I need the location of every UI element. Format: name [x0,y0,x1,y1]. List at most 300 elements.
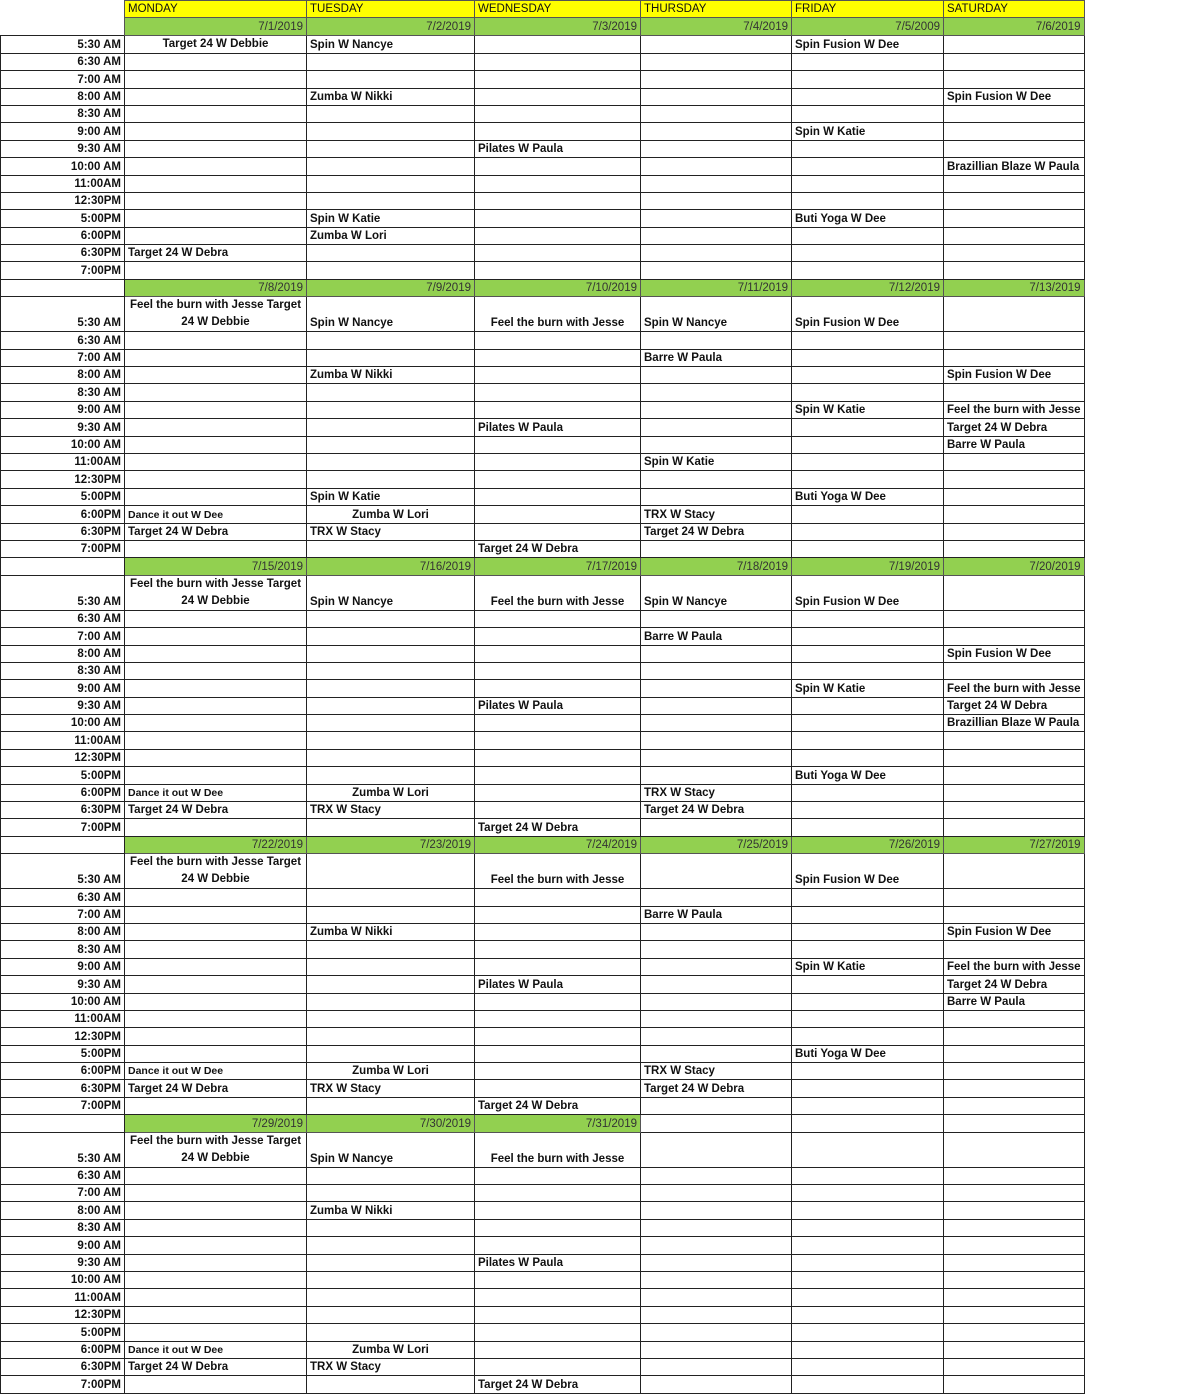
time-label-cell[interactable]: 5:30 AM [1,1132,125,1167]
class-cell[interactable] [475,993,641,1010]
class-cell[interactable]: Spin Fusion W Dee [792,35,944,53]
class-cell[interactable] [125,628,307,645]
time-label-cell[interactable]: 5:00PM [1,1324,125,1341]
class-cell[interactable] [641,1202,792,1219]
class-cell[interactable] [944,175,1085,192]
class-cell[interactable] [307,976,475,993]
day-header-monday[interactable]: MONDAY [125,1,307,18]
class-cell[interactable] [475,1080,641,1097]
class-cell[interactable]: Feel the burn with Jesse [944,401,1085,418]
class-cell[interactable]: Pilates W Paula [475,140,641,157]
class-cell[interactable] [792,175,944,192]
class-cell[interactable] [475,889,641,906]
class-cell[interactable] [125,645,307,662]
class-cell[interactable] [125,123,307,140]
class-cell[interactable]: Feel the burn with Jesse Target 24 W Debbie [125,297,307,332]
class-cell[interactable] [944,123,1085,140]
date-cell[interactable]: 7/16/2019 [307,558,475,575]
time-label-cell[interactable]: 7:00 AM [1,628,125,645]
class-cell[interactable] [125,210,307,227]
class-cell[interactable]: TRX W Stacy [307,1080,475,1097]
class-cell[interactable]: Barre W Paula [641,628,792,645]
class-cell[interactable] [307,1167,475,1184]
class-cell[interactable]: Spin W Nancye [307,297,475,332]
class-cell[interactable]: Spin W Nancye [307,575,475,610]
date-cell[interactable]: 7/12/2019 [792,279,944,296]
class-cell[interactable] [792,1254,944,1271]
class-cell[interactable] [475,227,641,244]
class-cell[interactable]: Spin W Katie [792,123,944,140]
class-cell[interactable] [792,889,944,906]
class-cell[interactable] [944,1341,1085,1358]
class-cell[interactable] [475,332,641,349]
class-cell[interactable] [125,610,307,627]
class-cell[interactable] [125,488,307,505]
class-cell[interactable] [641,35,792,53]
class-cell[interactable] [792,732,944,749]
class-cell[interactable] [944,767,1085,784]
class-cell[interactable] [641,436,792,453]
class-cell[interactable] [307,610,475,627]
class-cell[interactable] [944,384,1085,401]
class-cell[interactable]: Target 24 W Debra [125,1080,307,1097]
time-label-cell[interactable]: 6:30PM [1,245,125,262]
class-cell[interactable] [125,1010,307,1027]
class-cell[interactable] [307,540,475,557]
class-cell[interactable] [125,419,307,436]
class-cell[interactable] [307,854,475,889]
class-cell[interactable]: Spin W Katie [641,453,792,470]
class-cell[interactable]: Target 24 W Debra [125,1358,307,1375]
date-cell[interactable]: 7/30/2019 [307,1115,475,1132]
class-cell[interactable] [475,367,641,384]
class-cell[interactable] [125,71,307,88]
class-cell[interactable] [475,628,641,645]
class-cell[interactable]: Buti Yoga W Dee [792,1045,944,1062]
time-label-cell[interactable]: 6:00PM [1,1341,125,1358]
time-label-cell[interactable]: 9:00 AM [1,401,125,418]
class-cell[interactable] [792,1324,944,1341]
time-label-cell[interactable]: 12:30PM [1,749,125,766]
class-cell[interactable] [944,105,1085,122]
class-cell[interactable] [792,697,944,714]
time-label-cell[interactable]: 8:30 AM [1,941,125,958]
class-cell[interactable] [125,1289,307,1306]
class-cell[interactable]: Spin W Katie [792,958,944,975]
time-label-cell[interactable]: 7:00PM [1,540,125,557]
class-cell[interactable] [307,419,475,436]
class-cell[interactable] [944,906,1085,923]
class-cell[interactable] [475,1028,641,1045]
class-cell[interactable] [307,158,475,175]
class-cell[interactable] [475,1167,641,1184]
class-cell[interactable] [792,628,944,645]
date-row-time-cell[interactable] [1,836,125,853]
class-cell[interactable] [792,349,944,366]
class-cell[interactable] [307,645,475,662]
class-cell[interactable] [307,941,475,958]
class-cell[interactable] [792,332,944,349]
time-label-cell[interactable]: 7:00 AM [1,71,125,88]
class-cell[interactable] [125,697,307,714]
class-cell[interactable] [125,976,307,993]
class-cell[interactable] [475,923,641,940]
class-cell[interactable]: Target 24 W Debra [125,245,307,262]
class-cell[interactable] [641,1358,792,1375]
class-cell[interactable] [944,140,1085,157]
class-cell[interactable]: Zumba W Lori [307,227,475,244]
time-label-cell[interactable]: 10:00 AM [1,993,125,1010]
class-cell[interactable] [792,1306,944,1323]
class-cell[interactable] [792,1010,944,1027]
date-cell[interactable]: 7/19/2019 [792,558,944,575]
class-cell[interactable] [307,245,475,262]
class-cell[interactable]: Zumba W Nikki [307,923,475,940]
class-cell[interactable] [641,419,792,436]
class-cell[interactable] [641,140,792,157]
class-cell[interactable] [944,1272,1085,1289]
class-cell[interactable] [307,332,475,349]
time-label-cell[interactable]: 11:00AM [1,453,125,470]
class-cell[interactable] [475,1358,641,1375]
class-cell[interactable] [475,1272,641,1289]
class-cell[interactable] [475,715,641,732]
class-cell[interactable] [125,1324,307,1341]
class-cell[interactable]: Pilates W Paula [475,976,641,993]
class-cell[interactable] [475,105,641,122]
class-cell[interactable] [792,1167,944,1184]
class-cell[interactable] [475,245,641,262]
class-cell[interactable] [307,123,475,140]
class-cell[interactable] [307,1219,475,1236]
class-cell[interactable]: Spin Fusion W Dee [792,297,944,332]
class-cell[interactable] [641,1167,792,1184]
class-cell[interactable] [944,1167,1085,1184]
date-cell[interactable]: 7/25/2019 [641,836,792,853]
date-cell[interactable]: 7/4/2019 [641,18,792,35]
class-cell[interactable] [641,367,792,384]
class-cell[interactable] [307,819,475,836]
class-cell[interactable] [792,53,944,70]
class-cell[interactable] [475,88,641,105]
class-cell[interactable] [125,1202,307,1219]
class-cell[interactable] [792,227,944,244]
class-cell[interactable] [475,71,641,88]
class-cell[interactable] [641,958,792,975]
class-cell[interactable]: Pilates W Paula [475,697,641,714]
time-label-cell[interactable]: 6:00PM [1,1063,125,1080]
class-cell[interactable]: Feel the burn with Jesse [475,1132,641,1167]
class-cell[interactable]: Dance it out W Dee [125,784,307,801]
class-cell[interactable]: Spin W Nancye [641,297,792,332]
class-cell[interactable] [944,488,1085,505]
class-cell[interactable] [475,158,641,175]
class-cell[interactable] [944,506,1085,523]
class-cell[interactable]: Dance it out W Dee [125,506,307,523]
class-cell[interactable] [944,610,1085,627]
class-cell[interactable] [125,749,307,766]
class-cell[interactable]: TRX W Stacy [641,784,792,801]
class-cell[interactable] [641,819,792,836]
date-cell[interactable]: 7/24/2019 [475,836,641,853]
class-cell[interactable] [307,958,475,975]
class-cell[interactable] [944,35,1085,53]
class-cell[interactable]: Spin W Katie [792,401,944,418]
time-label-cell[interactable]: 6:30 AM [1,610,125,627]
class-cell[interactable]: Target 24 W Debra [125,802,307,819]
date-cell[interactable]: 7/20/2019 [944,558,1085,575]
time-label-cell[interactable]: 5:30 AM [1,297,125,332]
class-cell[interactable] [641,767,792,784]
class-cell[interactable] [792,471,944,488]
class-cell[interactable] [475,436,641,453]
class-cell[interactable] [307,889,475,906]
class-cell[interactable] [475,1045,641,1062]
date-cell[interactable]: 7/22/2019 [125,836,307,853]
class-cell[interactable] [307,767,475,784]
class-cell[interactable] [641,1010,792,1027]
class-cell[interactable] [641,1306,792,1323]
class-cell[interactable] [475,1289,641,1306]
class-cell[interactable]: Target 24 W Debra [944,976,1085,993]
class-cell[interactable] [944,1376,1085,1393]
class-cell[interactable] [641,1254,792,1271]
time-label-cell[interactable]: 10:00 AM [1,1272,125,1289]
time-label-cell[interactable]: 11:00AM [1,1289,125,1306]
class-cell[interactable] [792,436,944,453]
class-cell[interactable] [792,1028,944,1045]
class-cell[interactable]: Spin W Katie [792,680,944,697]
time-label-cell[interactable]: 9:00 AM [1,1237,125,1254]
class-cell[interactable]: Spin Fusion W Dee [792,854,944,889]
time-label-cell[interactable]: 9:00 AM [1,123,125,140]
class-cell[interactable] [792,1080,944,1097]
time-label-cell[interactable]: 9:30 AM [1,976,125,993]
class-cell[interactable] [125,227,307,244]
class-cell[interactable] [944,262,1085,279]
class-cell[interactable] [944,1097,1085,1114]
class-cell[interactable] [307,628,475,645]
class-cell[interactable] [475,680,641,697]
class-cell[interactable]: Barre W Paula [641,906,792,923]
class-cell[interactable] [792,88,944,105]
time-label-cell[interactable]: 8:00 AM [1,88,125,105]
class-cell[interactable]: Target 24 W Debra [475,1376,641,1393]
class-cell[interactable] [792,1289,944,1306]
class-cell[interactable] [792,384,944,401]
time-label-cell[interactable]: 10:00 AM [1,715,125,732]
time-label-cell[interactable]: 8:30 AM [1,384,125,401]
class-cell[interactable] [641,976,792,993]
class-cell[interactable] [944,349,1085,366]
class-cell[interactable] [125,332,307,349]
class-cell[interactable] [944,575,1085,610]
class-cell[interactable] [307,1010,475,1027]
class-cell[interactable] [792,105,944,122]
class-cell[interactable]: Zumba W Lori [307,784,475,801]
class-cell[interactable]: Zumba W Nikki [307,88,475,105]
class-cell[interactable] [475,1306,641,1323]
time-label-cell[interactable]: 8:00 AM [1,923,125,940]
class-cell[interactable] [792,140,944,157]
class-cell[interactable] [307,715,475,732]
class-cell[interactable] [641,1289,792,1306]
time-label-cell[interactable]: 12:30PM [1,471,125,488]
time-label-cell[interactable]: 9:00 AM [1,958,125,975]
class-cell[interactable] [125,1167,307,1184]
class-cell[interactable] [125,453,307,470]
class-cell[interactable] [792,1358,944,1375]
class-cell[interactable] [307,662,475,679]
time-label-cell[interactable]: 7:00PM [1,1097,125,1114]
time-label-cell[interactable]: 8:30 AM [1,662,125,679]
class-cell[interactable] [641,645,792,662]
class-cell[interactable] [307,680,475,697]
class-cell[interactable]: Target 24 W Debbie [125,35,307,53]
class-cell[interactable]: Spin W Nancye [641,575,792,610]
class-cell[interactable] [125,732,307,749]
class-cell[interactable] [125,401,307,418]
class-cell[interactable] [125,1254,307,1271]
time-label-cell[interactable]: 10:00 AM [1,436,125,453]
class-cell[interactable]: TRX W Stacy [307,1358,475,1375]
class-cell[interactable]: Dance it out W Dee [125,1063,307,1080]
class-cell[interactable] [307,175,475,192]
class-cell[interactable] [307,192,475,209]
time-label-cell[interactable]: 11:00AM [1,732,125,749]
class-cell[interactable] [641,1028,792,1045]
class-cell[interactable]: TRX W Stacy [641,1063,792,1080]
date-cell[interactable] [792,1115,944,1132]
class-cell[interactable] [641,889,792,906]
time-label-cell[interactable]: 6:00PM [1,227,125,244]
class-cell[interactable] [307,1045,475,1062]
class-cell[interactable] [475,645,641,662]
class-cell[interactable]: Pilates W Paula [475,419,641,436]
class-cell[interactable] [792,941,944,958]
date-cell[interactable]: 7/15/2019 [125,558,307,575]
class-cell[interactable] [944,941,1085,958]
class-cell[interactable]: Feel the burn with Jesse [475,854,641,889]
class-cell[interactable] [641,210,792,227]
class-cell[interactable] [475,1219,641,1236]
class-cell[interactable]: Dance it out W Dee [125,1341,307,1358]
class-cell[interactable] [792,540,944,557]
class-cell[interactable] [125,662,307,679]
time-label-cell[interactable]: 7:00 AM [1,1185,125,1202]
date-row-time-cell[interactable] [1,279,125,296]
time-label-cell[interactable]: 5:00PM [1,767,125,784]
class-cell[interactable] [944,1080,1085,1097]
class-cell[interactable] [641,227,792,244]
class-cell[interactable] [792,1202,944,1219]
class-cell[interactable] [125,715,307,732]
date-cell[interactable]: 7/29/2019 [125,1115,307,1132]
class-cell[interactable] [944,453,1085,470]
class-cell[interactable] [792,923,944,940]
class-cell[interactable]: Target 24 W Debra [641,1080,792,1097]
class-cell[interactable] [944,523,1085,540]
class-cell[interactable] [792,1376,944,1393]
class-cell[interactable]: Spin Fusion W Dee [792,575,944,610]
class-cell[interactable] [944,732,1085,749]
class-cell[interactable]: Feel the burn with Jesse [475,297,641,332]
class-cell[interactable]: Spin Fusion W Dee [944,88,1085,105]
class-cell[interactable] [475,906,641,923]
class-cell[interactable] [792,506,944,523]
class-cell[interactable] [641,662,792,679]
class-cell[interactable] [475,941,641,958]
class-cell[interactable] [307,993,475,1010]
class-cell[interactable] [307,1376,475,1393]
class-cell[interactable] [944,71,1085,88]
date-cell[interactable]: 7/18/2019 [641,558,792,575]
class-cell[interactable] [307,105,475,122]
class-cell[interactable] [125,436,307,453]
date-cell[interactable]: 7/31/2019 [475,1115,641,1132]
class-cell[interactable] [475,384,641,401]
class-cell[interactable] [125,105,307,122]
class-cell[interactable] [307,1185,475,1202]
class-cell[interactable]: Zumba W Lori [307,1063,475,1080]
time-label-cell[interactable]: 10:00 AM [1,158,125,175]
class-cell[interactable] [307,1324,475,1341]
class-cell[interactable] [307,1254,475,1271]
class-cell[interactable] [641,854,792,889]
class-cell[interactable] [792,1063,944,1080]
class-cell[interactable]: Target 24 W Debra [475,819,641,836]
time-label-cell[interactable]: 11:00AM [1,175,125,192]
class-cell[interactable] [792,976,944,993]
date-cell[interactable] [944,1115,1085,1132]
day-header-wednesday[interactable]: WEDNESDAY [475,1,641,18]
class-cell[interactable] [307,71,475,88]
class-cell[interactable] [125,192,307,209]
class-cell[interactable] [641,1097,792,1114]
class-cell[interactable] [944,1358,1085,1375]
class-cell[interactable] [307,1306,475,1323]
time-label-cell[interactable]: 7:00PM [1,819,125,836]
time-label-cell[interactable]: 7:00PM [1,262,125,279]
class-cell[interactable] [125,1219,307,1236]
class-cell[interactable] [944,1132,1085,1167]
time-label-cell[interactable]: 6:30 AM [1,1167,125,1184]
class-cell[interactable] [475,506,641,523]
class-cell[interactable] [792,1272,944,1289]
class-cell[interactable] [125,993,307,1010]
time-label-cell[interactable]: 8:30 AM [1,1219,125,1236]
class-cell[interactable]: Feel the burn with Jesse Target 24 W Debbie [125,854,307,889]
time-label-cell[interactable]: 9:30 AM [1,697,125,714]
date-cell[interactable]: 7/1/2019 [125,18,307,35]
time-label-cell[interactable]: 11:00AM [1,1010,125,1027]
date-cell[interactable]: 7/26/2019 [792,836,944,853]
class-cell[interactable] [641,71,792,88]
class-cell[interactable] [125,1028,307,1045]
date-row-time-cell[interactable] [1,18,125,35]
class-cell[interactable] [944,784,1085,801]
class-cell[interactable] [792,245,944,262]
class-cell[interactable] [125,540,307,557]
class-cell[interactable] [307,749,475,766]
class-cell[interactable] [641,88,792,105]
date-cell[interactable]: 7/2/2019 [307,18,475,35]
class-cell[interactable]: Buti Yoga W Dee [792,488,944,505]
class-cell[interactable] [125,88,307,105]
class-cell[interactable]: Spin W Nancye [307,1132,475,1167]
date-row-time-cell[interactable] [1,558,125,575]
class-cell[interactable] [792,906,944,923]
